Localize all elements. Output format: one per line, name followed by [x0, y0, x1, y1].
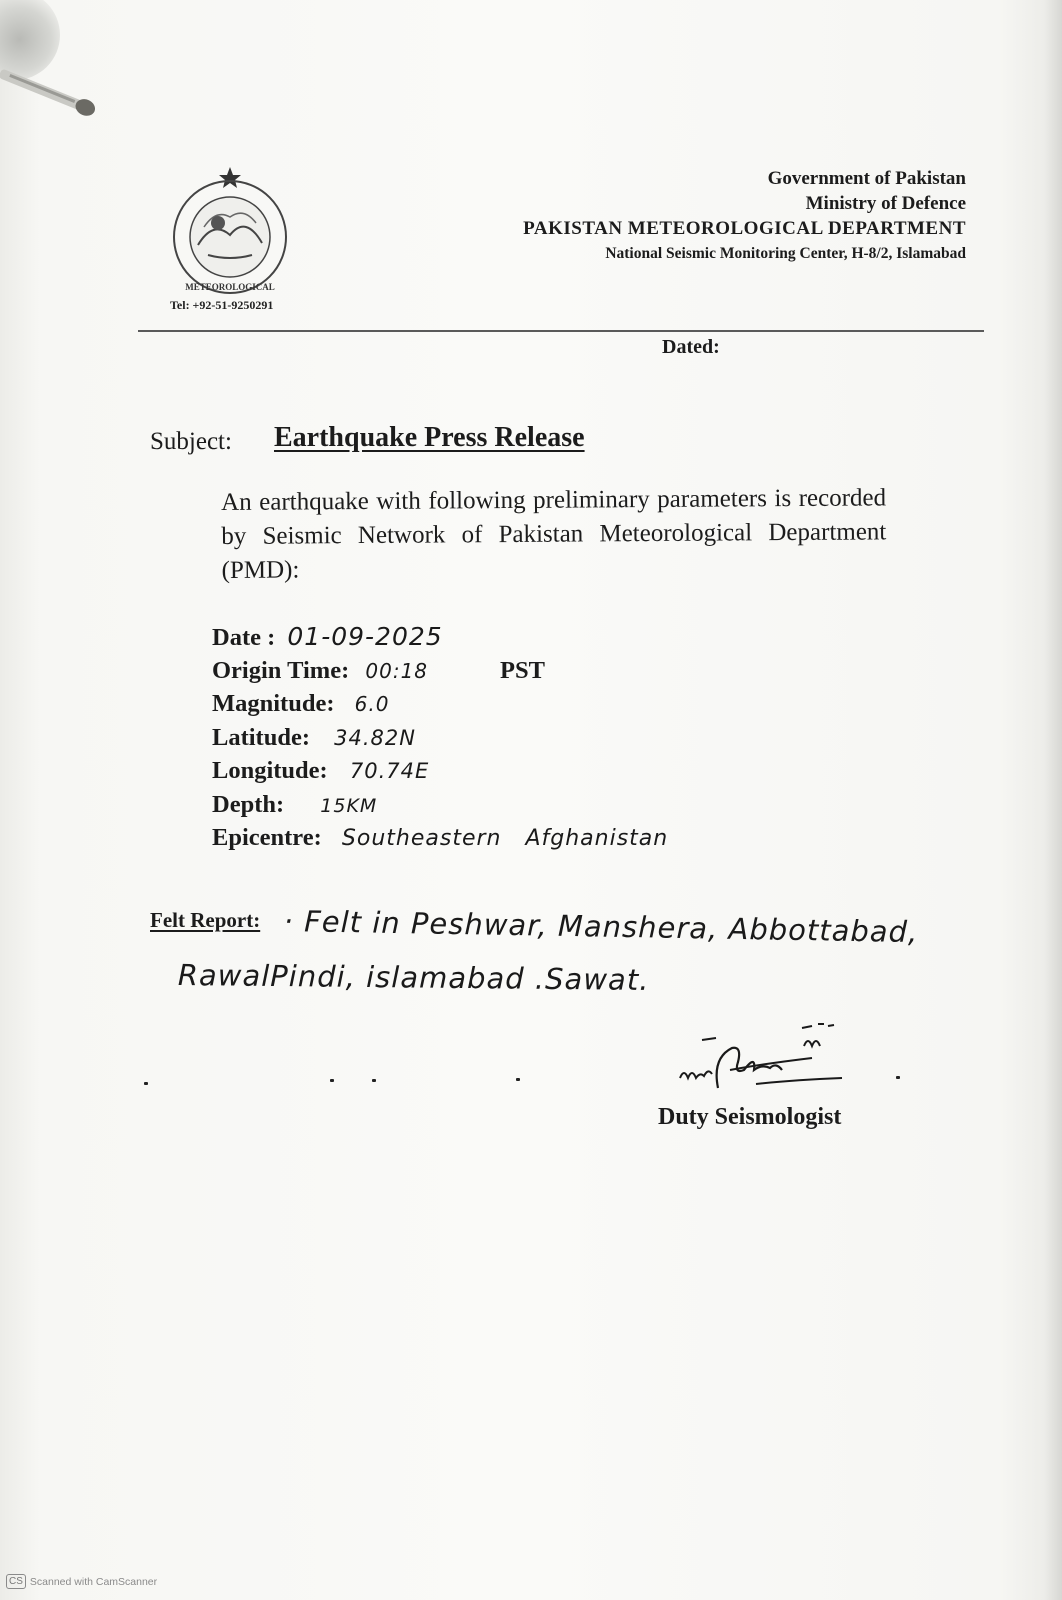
intro-paragraph: An earthquake with following preliminary parameters is recorded by Seismic Network of Pakistan Meteorological Department (PMD):: [221, 484, 887, 584]
param-depth-label: Depth:: [212, 790, 285, 818]
signature-scribble: [672, 1018, 872, 1098]
param-epicentre-label: Epicentre:: [212, 824, 322, 851]
pmd-seal-icon: [168, 165, 300, 297]
param-latitude-value: 34.82N: [334, 725, 416, 750]
param-latitude-row: [212, 721, 668, 755]
ink-dot: [144, 1082, 148, 1085]
letterhead-ministry: Ministry of Defence: [805, 193, 966, 214]
letterhead-government: Government of Pakistan: [767, 168, 966, 189]
ink-dot: [896, 1076, 900, 1079]
param-epicentre-row: [212, 821, 668, 855]
param-depth-value: 15KM: [320, 794, 378, 817]
svg-text:METEOROLOGICAL: METEOROLOGICAL: [185, 282, 275, 292]
ink-dot: [516, 1078, 520, 1081]
param-magnitude-value: 6.0: [354, 692, 390, 716]
letterhead-divider: [138, 330, 984, 332]
param-origin-time-row: [212, 654, 668, 688]
param-magnitude-label: Magnitude:: [212, 690, 335, 717]
dated-label: Dated:: [662, 336, 720, 358]
param-origin-time-value: 00:18: [365, 658, 429, 683]
ink-dot: [372, 1079, 376, 1082]
param-epicentre-value: Southeastern Afghanistan: [341, 826, 669, 851]
param-magnitude-row: [212, 687, 668, 721]
subject-label: Subject:: [150, 428, 232, 455]
earthquake-parameters: [212, 620, 668, 855]
letterhead-center: National Seismic Monitoring Center, H-8/2, Islamabad: [605, 245, 966, 262]
felt-report-label: Felt Report:: [150, 908, 261, 932]
scanner-watermark-text: Scanned with CamScanner: [29, 1575, 158, 1588]
param-origin-time-label: Origin Time:: [212, 656, 350, 684]
page-edge-shadow: [1044, 0, 1062, 1600]
param-longitude-value: 70.74E: [349, 759, 430, 783]
param-date-label: Date :: [212, 624, 276, 651]
subject-title: Earthquake Press Release: [274, 422, 585, 453]
telephone-number: Tel: +92-51-9250291: [170, 298, 274, 312]
param-depth-row: [212, 788, 668, 822]
felt-report-line-2: RawalPindi, islamabad .Sawat.: [177, 958, 650, 997]
param-latitude-label: Latitude:: [212, 723, 310, 751]
felt-report-line-1: · Felt in Peshwar, Manshera, Abbottabad,: [283, 904, 919, 950]
letterhead-block: [523, 166, 966, 266]
param-date-value: 01-09-2025: [287, 622, 443, 651]
signatory-title: Duty Seismologist: [658, 1104, 842, 1130]
scanner-watermark: [6, 1574, 157, 1589]
param-date-row: [212, 620, 668, 654]
param-timezone: PST: [500, 656, 545, 684]
camscanner-logo-icon: CS: [6, 1574, 26, 1589]
letterhead-department: PAKISTAN METEOROLOGICAL DEPARTMENT: [523, 218, 966, 239]
param-longitude-row: [212, 754, 668, 788]
param-longitude-label: Longitude:: [212, 757, 328, 784]
ink-dot: [330, 1079, 334, 1082]
